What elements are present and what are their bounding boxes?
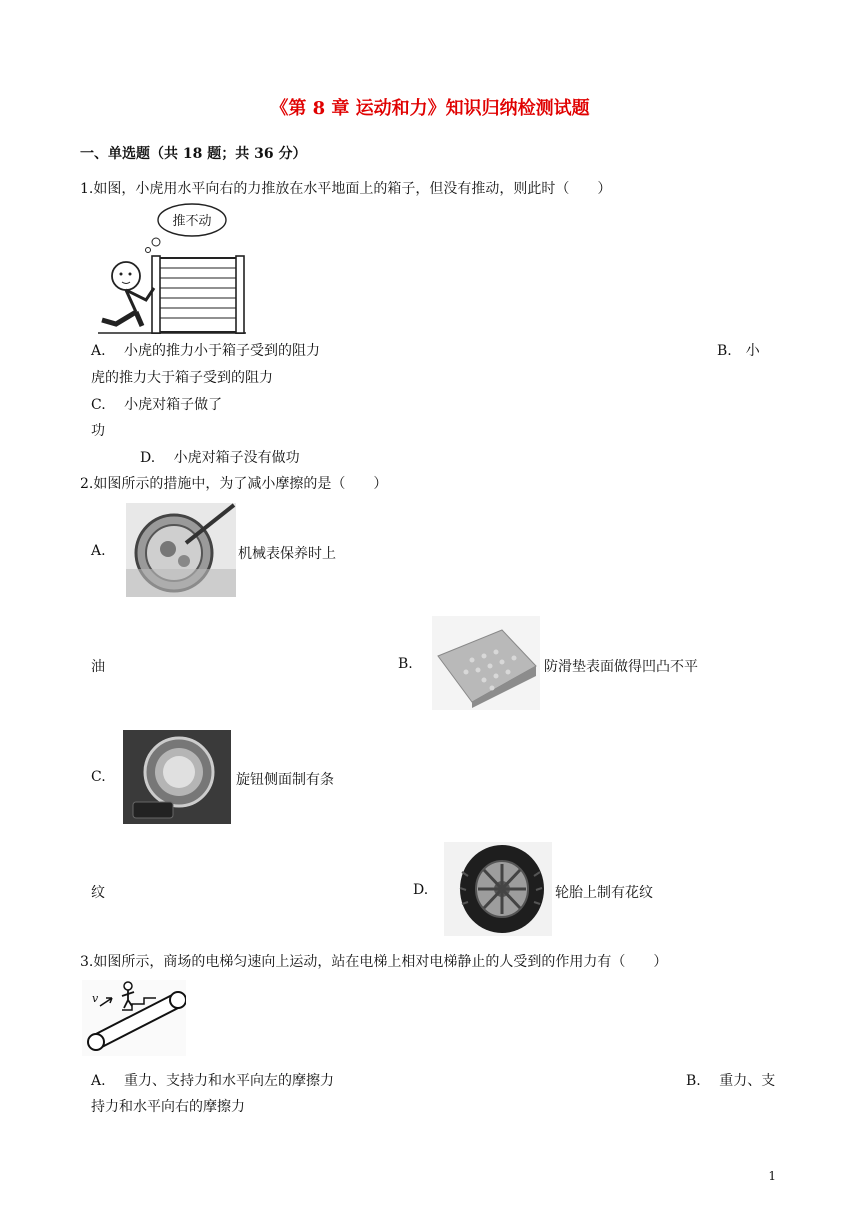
- tire-photo: [444, 842, 552, 936]
- question-1-stem: 1.如图，小虎用水平向右的力推放在水平地面上的箱子，但没有推动，则此时（ ）: [80, 181, 612, 197]
- escalator-illustration: [82, 980, 186, 1056]
- page-title: 《第 8 章 运动和力》知识归纳检测试题: [270, 98, 590, 119]
- question-2-stem: 2.如图所示的措施中，为了减小摩擦的是（ ）: [80, 476, 388, 492]
- question-2-option-a-text: 机械表保养时上: [238, 546, 336, 562]
- question-2-option-a-label: A.: [91, 543, 106, 559]
- question-2-option-b-label: B.: [398, 656, 413, 672]
- question-2-option-c-continued: 纹: [91, 885, 105, 901]
- question-1-option-d: D. 小虎对箱子没有做功: [140, 450, 300, 466]
- question-1-option-b-continued: 虎的推力大于箱子受到的阻力: [91, 370, 273, 386]
- anti-slip-mat-photo: [432, 616, 540, 710]
- section-heading: 一、单选题（共 18 题；共 36 分）: [80, 146, 307, 162]
- velocity-label: v: [92, 992, 99, 1005]
- question-3-option-b: B. 重力、支: [686, 1073, 776, 1089]
- question-3-option-b-continued: 持力和水平向右的摩擦力: [91, 1099, 245, 1115]
- question-3-option-a: A. 重力、支持力和水平向左的摩擦力: [91, 1073, 335, 1089]
- watch-oiling-photo: [126, 503, 236, 597]
- question-2-option-c-text: 旋钮侧面制有条: [236, 772, 334, 788]
- question-2-option-c-label: C.: [91, 769, 106, 785]
- pushing-box-illustration: [96, 200, 246, 334]
- question-1-option-b: B. 小: [717, 343, 760, 359]
- question-2-option-b-text: 防滑垫表面做得凹凸不平: [544, 659, 698, 675]
- thought-bubble-text: 推不动: [172, 214, 212, 229]
- question-2-option-d-text: 轮胎上制有花纹: [555, 885, 653, 901]
- question-2-option-a-continued: 油: [91, 659, 105, 675]
- question-1-option-a: A. 小虎的推力小于箱子受到的阻力: [91, 343, 321, 359]
- knob-photo: [123, 730, 231, 824]
- page-number: 1: [768, 1169, 776, 1183]
- question-3-stem: 3.如图所示，商场的电梯匀速向上运动，站在电梯上相对电梯静止的人受到的作用力有（ ）: [80, 954, 668, 970]
- question-2-option-d-label: D.: [413, 882, 429, 898]
- question-1-option-c: C. 小虎对箱子做了: [91, 397, 223, 413]
- question-1-option-c-continued: 功: [91, 423, 105, 439]
